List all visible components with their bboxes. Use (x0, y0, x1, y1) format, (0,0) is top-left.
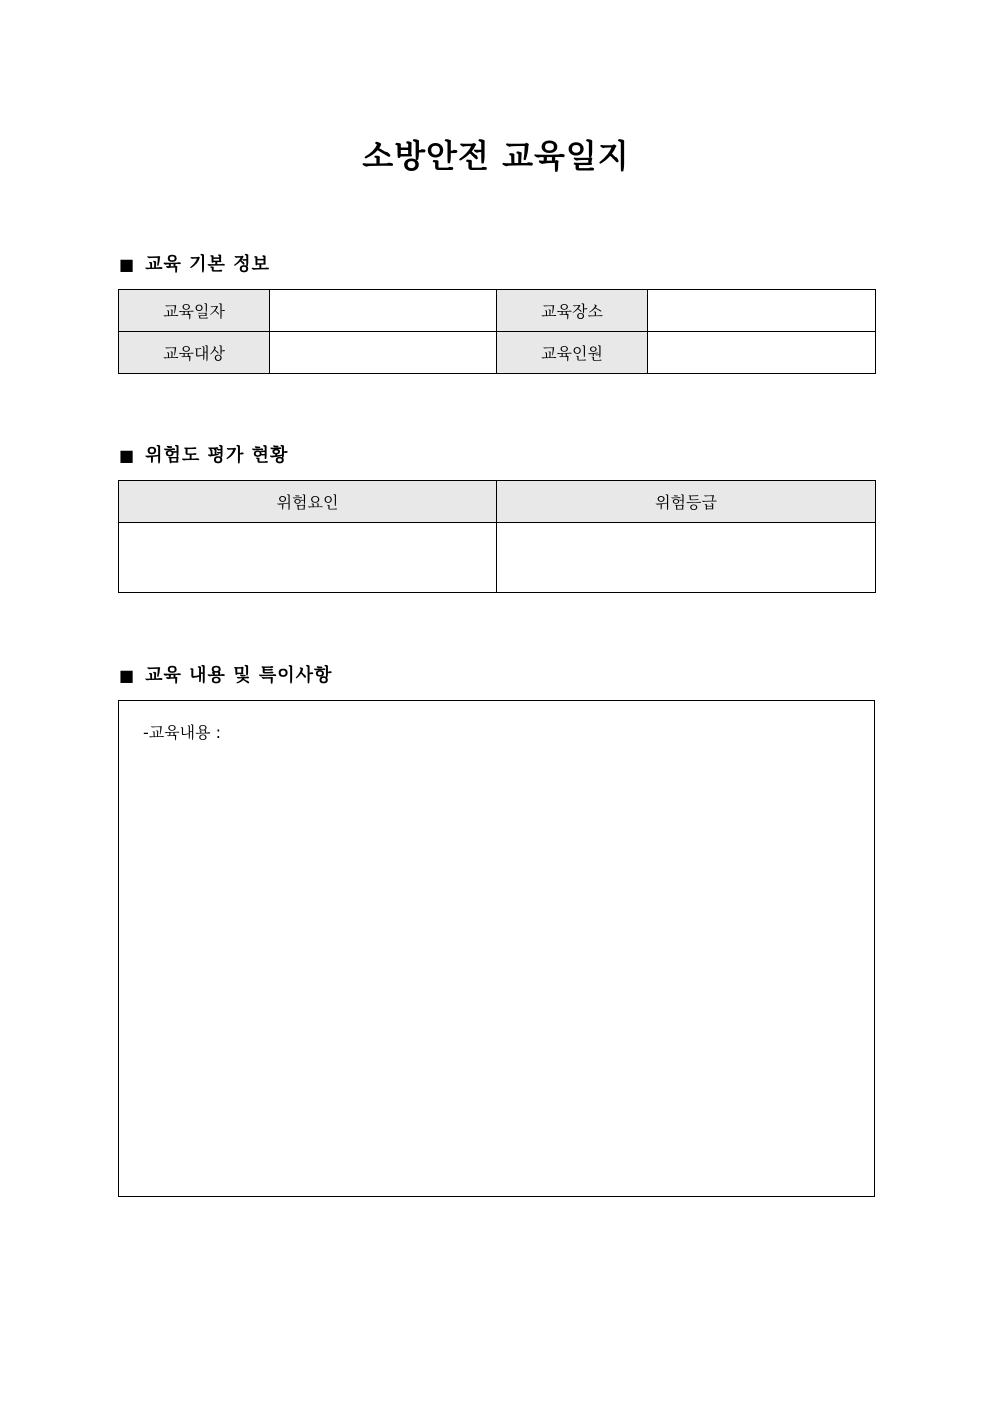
table-row (119, 332, 876, 374)
risk-factor-field[interactable] (119, 523, 497, 593)
square-bullet-icon: ■ (119, 446, 136, 465)
label-education-target: 교육대상 (119, 332, 270, 374)
label-education-headcount: 교육인원 (497, 332, 648, 374)
header-risk-factor: 위험요인 (119, 481, 497, 523)
education-content-box[interactable] (118, 700, 875, 1197)
education-date-field[interactable] (270, 290, 497, 332)
header-risk-grade: 위험등급 (497, 481, 876, 523)
section-heading-basic-info (119, 254, 270, 276)
basic-info-table (118, 289, 876, 374)
square-bullet-icon: ■ (119, 666, 136, 685)
label-education-date: 교육일자 (119, 290, 270, 332)
risk-grade-field[interactable] (497, 523, 876, 593)
table-row (119, 523, 876, 593)
table-header-row (119, 481, 876, 523)
square-bullet-icon: ■ (119, 255, 136, 274)
section-heading-label: 교육 기본 정보 (145, 254, 270, 275)
page-title: 소방안전 교육일지 (362, 137, 630, 175)
education-place-field[interactable] (648, 290, 876, 332)
label-education-place: 교육장소 (497, 290, 648, 332)
table-row (119, 290, 876, 332)
education-target-field[interactable] (270, 332, 497, 374)
section-heading-label: 위험도 평가 현황 (145, 445, 289, 466)
section-heading-risk (119, 445, 288, 467)
education-content-label: -교육내용 : (143, 723, 222, 742)
risk-assessment-table (118, 480, 876, 593)
section-heading-label: 교육 내용 및 특이사항 (145, 665, 333, 686)
education-headcount-field[interactable] (648, 332, 876, 374)
section-heading-content (119, 665, 332, 687)
